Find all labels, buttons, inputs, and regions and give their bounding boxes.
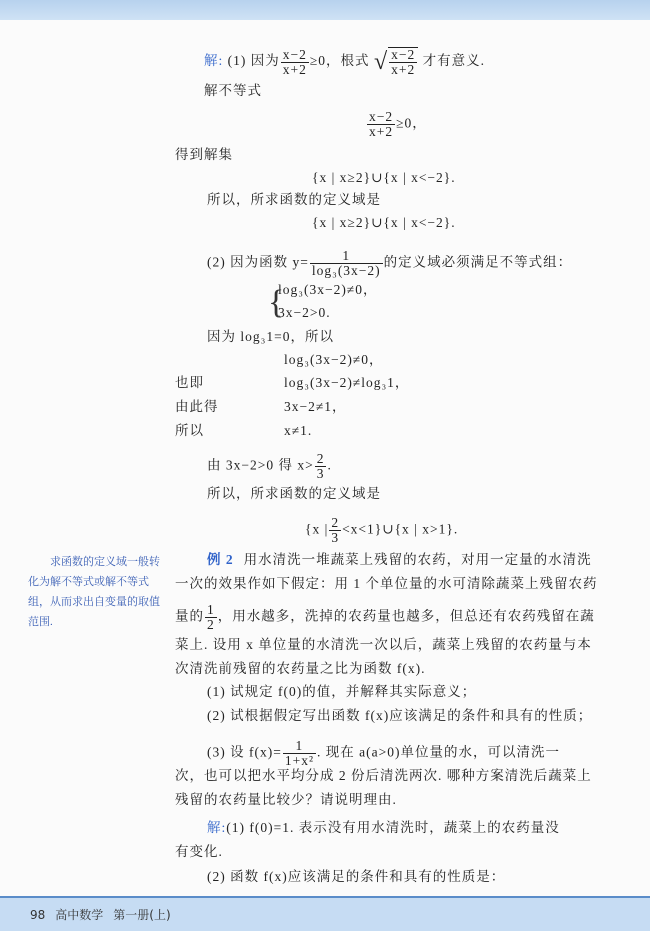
text: 有变化. [175, 844, 223, 859]
text [175, 603, 595, 632]
numerator: x−2 [282, 46, 307, 62]
inequality [366, 110, 427, 139]
text: 次，也可以把水平均分成 2 份后清洗两次. 哪种方案清洗后蔬菜上 [175, 768, 592, 783]
denominator: x+2 [369, 124, 394, 139]
text: 因为 log₃1=0，所以 [207, 329, 334, 344]
text: log₃(3x−2)≠0， [284, 352, 384, 367]
text: 解不等式 [204, 83, 262, 98]
text: 用水清洗一堆蔬菜上残留的农药，对用一定量的水清洗 [243, 552, 592, 567]
text: 残留的农药量比较少？请说明理由. [175, 792, 397, 807]
text: ≥0，根式 [309, 53, 370, 69]
text: 菜上. 设用 x 单位量的水清洗一次以后，蔬菜上残留的农药量与本 [175, 637, 592, 652]
numerator: 2 [316, 451, 325, 466]
solution2-line1 [207, 819, 560, 837]
text: 3x−2≠1， [284, 399, 347, 414]
text: ，用水越多，洗掉的农药量也越多，但总还有农药残留在蔬 [217, 608, 595, 624]
sol1-line1 [204, 47, 485, 77]
top-band [0, 0, 650, 20]
denominator: x+2 [391, 62, 416, 77]
denominator: 1+x² [284, 753, 315, 768]
fraction [281, 48, 309, 77]
text: 由 3x−2>0 得 x> [207, 457, 314, 473]
question-1: (1) 试规定 f(0)的值，并解释其实际意义； [207, 684, 477, 699]
text: (2) 函数 f(x)应该满足的条件和具有的性质是： [207, 869, 506, 884]
text: (2) 因为函数 y= [207, 254, 309, 270]
system-eq-1: log₃(3x−2)≠0， [278, 282, 378, 297]
text: 才有意义. [422, 53, 485, 69]
numerator: x−2 [369, 109, 394, 124]
numerator: 1 [310, 249, 383, 264]
domain-set [305, 516, 458, 545]
solution-label: 解: [207, 820, 227, 835]
solution-label: 解: [204, 53, 224, 69]
system-eq-2: 3x−2>0. [278, 305, 331, 320]
denominator: log₃(3x−2) [311, 263, 381, 278]
numerator: 2 [331, 515, 340, 530]
text: 次清洗前残留的农药量之比为函数 f(x). [175, 661, 426, 676]
domain-set: {x | x≥2}∪{x | x<−2}. [312, 215, 456, 230]
brace: { [268, 284, 285, 321]
sol2-line1 [207, 249, 572, 278]
denominator: x+2 [282, 61, 307, 77]
page-footer [30, 906, 181, 923]
square-root: √ $\frac{x-2}{x+2}$ [374, 47, 418, 77]
text: (1) 因为 [227, 53, 280, 69]
example-label: 例 2 [207, 552, 234, 567]
volume: 第一册(上) [113, 908, 171, 922]
question-2: (2) 试根据假定写出函数 f(x)应该满足的条件和具有的性质； [207, 708, 593, 723]
text: <x<1}∪{x | x>1}. [342, 521, 459, 537]
text [207, 452, 332, 481]
text: {x | [305, 521, 329, 537]
question-3 [207, 739, 560, 768]
text: log₃(3x−2)≠log₃1， [284, 375, 410, 390]
book-title: 高中数学 [55, 908, 104, 922]
denominator: 3 [331, 530, 340, 545]
numerator: 1 [283, 739, 316, 754]
text: 所以，所求函数的定义域是 [207, 486, 381, 501]
text: 得到解集 [175, 147, 233, 162]
page-number: 98 [30, 908, 46, 922]
text: . 现在 a(a>0)单位量的水，可以清洗一 [317, 744, 560, 760]
numerator: x−2 [391, 47, 416, 62]
text: 一次的效果作如下假定：用 1 个单位量的水可清除蔬菜上残留农药 [175, 576, 598, 591]
text: (1) f(0)=1. 表示没有用水清洗时，蔬菜上的农药量没 [226, 820, 560, 835]
text: (3) 设 f(x)= [207, 744, 282, 760]
text: 由此得 [175, 399, 219, 414]
numerator: 1 [207, 602, 215, 617]
solution-set: {x | x≥2}∪{x | x<−2}. [312, 170, 456, 185]
text: x≠1. [284, 423, 313, 438]
text: 的定义域必须满足不等式组： [383, 254, 573, 270]
fraction [310, 249, 383, 278]
text: 所以，所求函数的定义域是 [207, 192, 381, 207]
example2-line1 [207, 551, 592, 569]
text: 也即 [175, 375, 204, 390]
side-note: 求函数的定义域一般转化为解不等式或解不等式组，从而求出自变量的取值范围. [28, 556, 160, 628]
text: ≥0， [396, 115, 427, 131]
denominator: 2 [207, 617, 215, 632]
denominator: 3 [316, 466, 325, 481]
text: 所以 [175, 423, 204, 438]
text: . [327, 457, 332, 473]
text: 量的 [175, 608, 204, 624]
